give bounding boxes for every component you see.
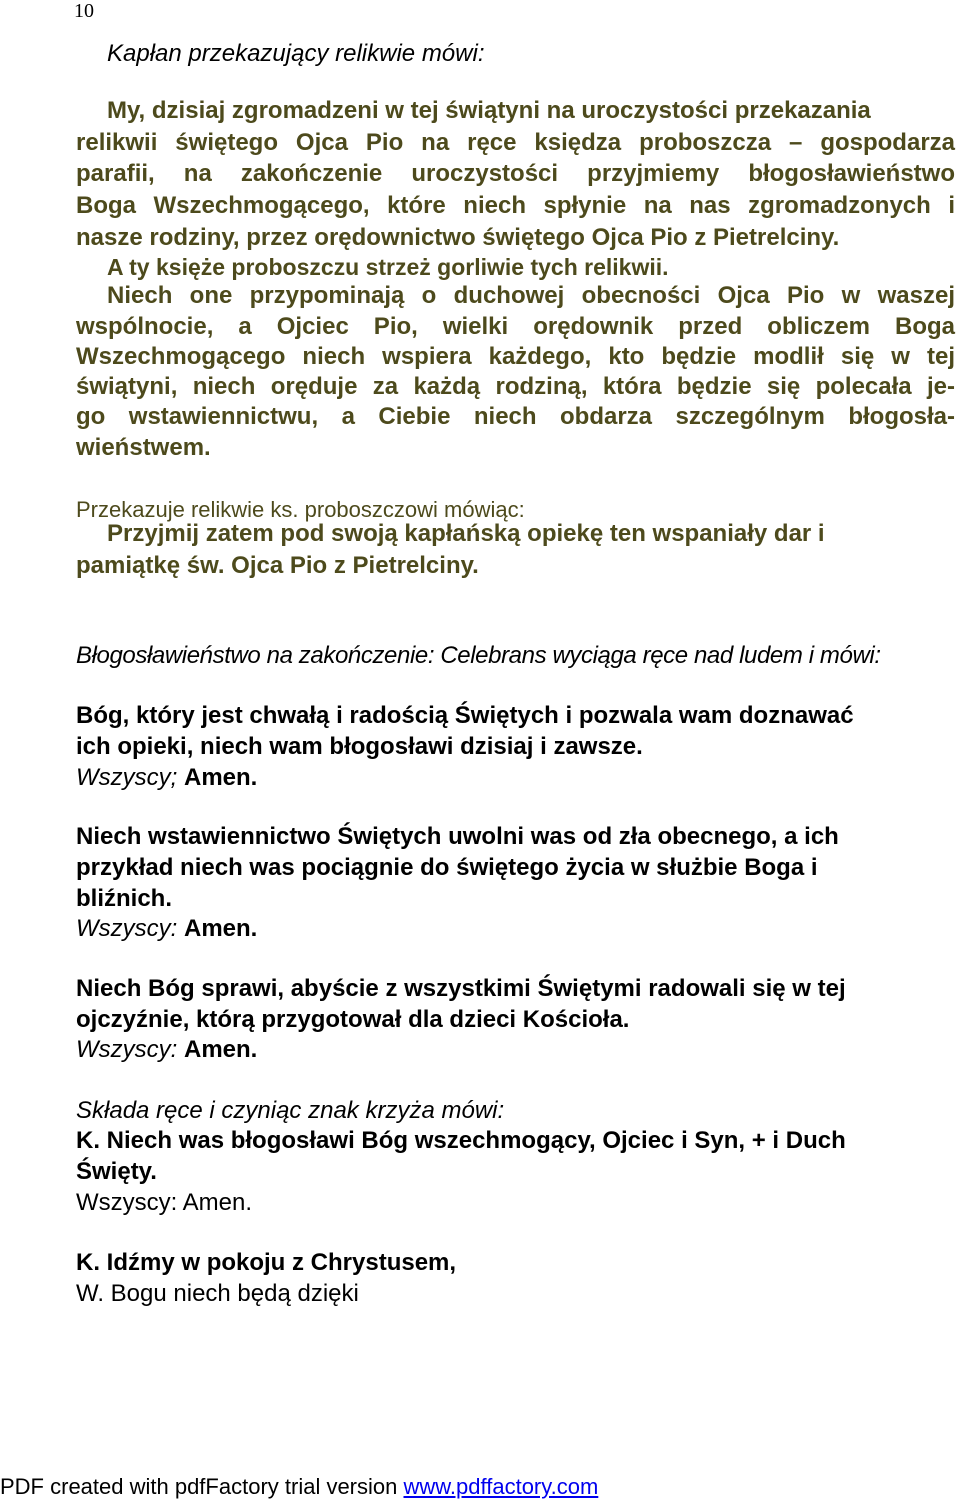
pdf-footer	[0, 1474, 598, 1500]
response-2-who: Wszyscy:	[76, 915, 178, 942]
blessing-heading-title: Błogosławieństwo na zakończenie:	[76, 642, 435, 669]
response-1-who: Wszyscy;	[76, 764, 178, 791]
page-number: 10	[74, 0, 94, 22]
response-2-amen: Amen.	[184, 915, 258, 942]
blessing-heading-rubric: Celebrans wyciąga ręce nad ludem i mówi:	[440, 642, 881, 669]
blessing-heading	[76, 642, 881, 670]
blessing-1-line-1: Bóg, który jest chwałą i radością Świętych i pozwala wam doznawać	[76, 702, 854, 729]
handover-line-1: Przyjmij zatem pod swoją kapłańską opiekę ten wspaniały dar i	[107, 520, 825, 547]
sign-rubric: Składa ręce i czyniąc znak krzyża mówi:	[76, 1097, 505, 1124]
relic-line-2: relikwii świętego Ojca Pio na ręce księdza proboszcza – gospodarza	[76, 129, 955, 156]
blessing-2-line-2: przykład niech was pociągnie do świętego życia w służbie Boga i	[76, 854, 818, 881]
response-3	[76, 1036, 257, 1064]
response-3-amen: Amen.	[184, 1036, 258, 1063]
relic-line-3: parafii, na zakończenie uroczystości przyjmiemy błogosławieństwo	[76, 160, 955, 187]
dismissal: K. Idźmy w pokoju z Chrystusem,	[76, 1249, 457, 1276]
remind-line-3: Wszechmogącego niech wspiera każdego, kto będzie modlił się w tej	[76, 343, 955, 370]
remind-line-6: wieństwem.	[76, 434, 211, 461]
handover-line-2: pamiątkę św. Ojca Pio z Pietrelciny.	[76, 552, 479, 579]
response-1	[76, 764, 257, 792]
intro-rubric: Kapłan przekazujący relikwie mówi:	[107, 40, 485, 67]
remind-line-5: go wstawiennictwu, a Ciebie niech obdarza szczególnym błogosła-	[76, 403, 955, 430]
handover-rubric: Przekazuje relikwie ks. proboszczowi mówiąc:	[76, 497, 525, 522]
response-2	[76, 915, 257, 943]
final-response: Wszyscy: Amen.	[76, 1189, 253, 1216]
blessing-3-line-1: Niech Bóg sprawi, abyście z wszystkimi Świętymi radowali się w tej	[76, 975, 846, 1002]
response-1-amen: Amen.	[184, 764, 258, 791]
blessing-2-line-3: bliźnich.	[76, 885, 172, 912]
blessing-3-line-2: ojczyźnie, którą przygotował dla dzieci Kościoła.	[76, 1006, 630, 1033]
relic-line-1: My, dzisiaj zgromadzeni w tej świątyni na uroczystości przekazania	[107, 97, 871, 124]
final-blessing-line-1: K. Niech was błogosławi Bóg wszechmogący, Ojciec i Syn, + i Duch	[76, 1127, 846, 1154]
response-3-who: Wszyscy:	[76, 1036, 178, 1063]
blessing-1-line-2: ich opieki, niech wam błogosławi dzisiaj i zawsze.	[76, 733, 643, 760]
dismissal-response: W. Bogu niech będą dzięki	[76, 1280, 359, 1307]
remind-line-4: świątyni, niech oręduje za każdą rodziną, która będzie się polecała je-	[76, 373, 955, 400]
blessing-2-line-1: Niech wstawiennictwo Świętych uwolni was od zła obecnego, a ich	[76, 823, 839, 850]
final-blessing-line-2: Święty.	[76, 1158, 157, 1185]
remind-line-1: Niech one przypominają o duchowej obecności Ojca Pio w waszej	[107, 282, 955, 309]
relic-line-5: nasze rodziny, przez orędownictwo świętego Ojca Pio z Pietrelciny.	[76, 224, 840, 251]
relic-line-4: Boga Wszechmogącego, które niech spłynie na nas zgromadzonych i	[76, 192, 955, 219]
charge-line: A ty księże proboszczu strzeż gorliwie tych relikwii.	[107, 254, 669, 280]
footer-link[interactable]: www.pdffactory.com	[403, 1474, 599, 1499]
footer-text: PDF created with pdfFactory trial version	[0, 1474, 404, 1499]
remind-line-2: wspólnocie, a Ojciec Pio, wielki orędownik przed obliczem Boga	[76, 313, 955, 340]
